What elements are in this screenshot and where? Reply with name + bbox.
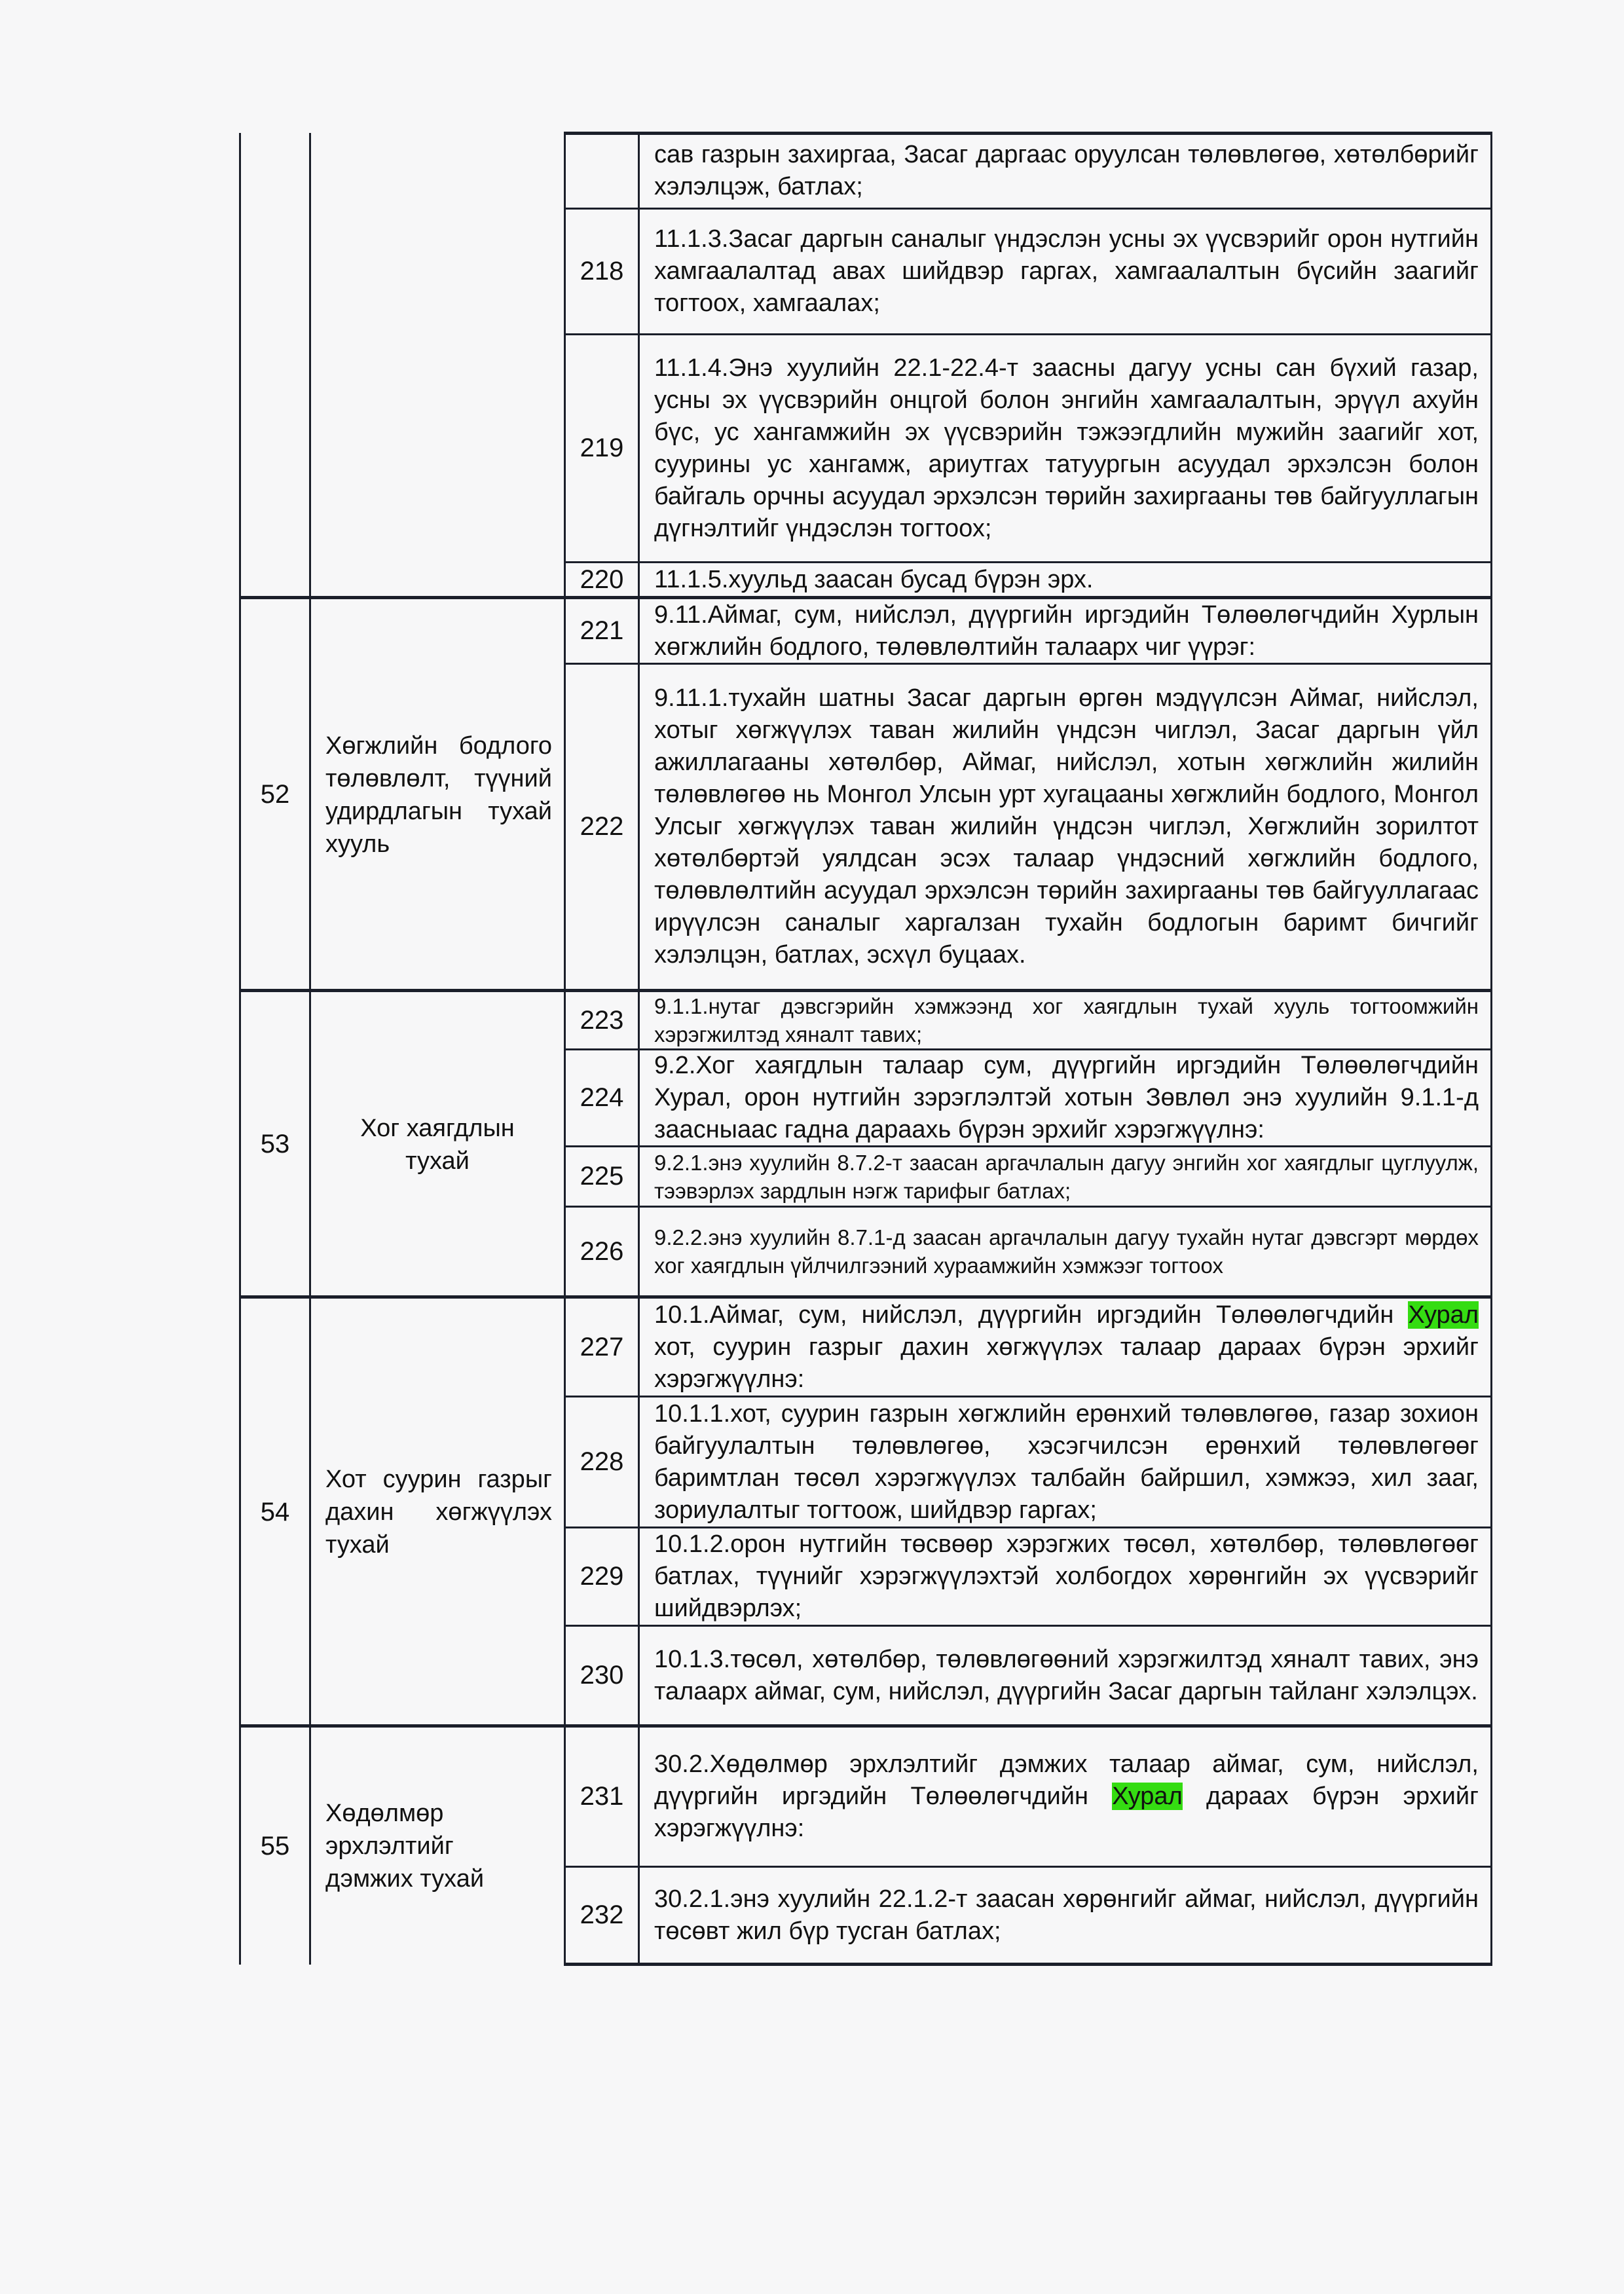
item-text-content: 11.1.4.Энэ хуулийн 22.1-22.4-т заасны дагуу усны сан бүхий газар, усны эх үүсвэрийн онцгой болон энгийн хамгаалалтын, эрүүл ахуйн бүс, ус хангамжийн эх үүсвэрийн тэжээгдлийн мужийн заагийг хот, суурины ус хангамж, ариутгах татуургын асуудал эрхэлсэн болон байгаль орчны асуудал эрхэлсэн төрийн захиргааны төв байгууллагын дүгнэлтийг үндэслэн тогтоох; xyxy=(654,354,1479,542)
item-number: 219 xyxy=(580,434,624,462)
item-text-content: 9.2.Хог хаягдлын талаар сум, дүүргийн иргэдийн Төлөөлөгчдийн Хурал, орон нутгийн зэрэглэлтэй хотын Зөвлөл энэ хуулийн 9.1.1-д заасныаас гадна дараахь бүрэн эрхийг хэрэгжүүлнэ: xyxy=(654,1052,1479,1143)
group-title-text: Хөгжлийн бодлого төлөвлөлт, түүний удирдлагын тухай хууль xyxy=(325,731,552,858)
item-text xyxy=(640,1868,1490,1963)
group-number-text: 55 xyxy=(260,1831,290,1860)
item-text-content: 9.2.2.энэ хуулийн 8.7.1-д заасан аргачлалын дагуу тухайн нутаг дэвсгэрт мөрдөх хог хаягдлын үйлчилгээний хураамжийн хэмжээг тогтоох xyxy=(654,1225,1479,1278)
item-text xyxy=(640,1147,1490,1206)
item-text xyxy=(640,599,1490,663)
item-text-content: 10.1.1.хот, суурин газрын хөгжлийн ерөнхий төлөвлөгөө, газар зохион байгуулалтын төлөвлөгөө, хэсэгчилсэн ерөнхий төлөвлөгөөг баримтлан төсөл хэрэгжүүлэх талбайн байршил, хэмжээ, хил зааг, зориулалтыг тогтоож, шийдвэр гаргах; xyxy=(654,1399,1479,1524)
item-text-content: 10.1.2.орон нутгийн төсвөөр хэрэгжих төсөл, хөтөлбөр, төлөвлөгөөг батлах, түүнийг хэрэгжүүлэхтэй холбогдох хөрөнгийн эх үүсвэрийг шийдвэрлэх; xyxy=(654,1530,1479,1622)
group-title-text: Хог хаягдлын тухай xyxy=(360,1114,515,1175)
item-number: 230 xyxy=(580,1661,624,1690)
item-text-content: 11.1.5.хуульд заасан бусад бүрэн эрх. xyxy=(654,565,1094,593)
highlighted-term: Хурал xyxy=(1408,1301,1479,1329)
group-number xyxy=(241,1299,309,1726)
item-text xyxy=(640,665,1490,989)
item-text-content: 10.1.Аймаг, сум, нийслэл, дүүргийн иргэдийн Төлөөлөгчдийн Хурал хот, суурин газрыг дахин хөгжүүлэх талаар дараах бүрэн эрхийг хэрэгжүүлнэ: xyxy=(654,1301,1479,1393)
item-text xyxy=(640,335,1490,561)
item-text xyxy=(640,1528,1490,1625)
item-number: 225 xyxy=(580,1162,624,1191)
item-number: 228 xyxy=(580,1447,624,1476)
item-number: 220 xyxy=(580,564,624,594)
item-number xyxy=(566,134,638,208)
item-text xyxy=(640,1627,1490,1724)
group-number xyxy=(241,992,309,1297)
item-text-content: 30.2.1.энэ хуулийн 22.1.2-т заасан хөрөнгийг аймаг, нийслэл, дүүргийн төсөвт жил бүр тусган батлах; xyxy=(654,1885,1479,1945)
group-title-text: Хот суурин газрыг дахин хөгжүүлэх тухай xyxy=(325,1466,552,1559)
item-number: 218 xyxy=(580,257,624,286)
item-number: 221 xyxy=(580,616,624,645)
item-text xyxy=(640,1208,1490,1295)
item-text xyxy=(640,210,1490,333)
group-title xyxy=(311,1728,564,1965)
item-number: 227 xyxy=(580,1332,624,1361)
item-number: 232 xyxy=(580,1900,624,1929)
group-title-text: Хөдөлмөр эрхлэлтийг дэмжих тухай xyxy=(325,1800,485,1893)
item-text-content: 9.11.1.тухайн шатны Засаг даргын өргөн мэдүүлсэн Аймаг, нийслэл, хотыг хөгжүүлэх таван жилийн үндсэн чиглэл, Засаг даргын үйл ажиллагааны хөтөлбөр, Аймаг, нийслэл, хотын хөгжлийн жилийн төлөвлөгөө нь Монгол Улсын урт хугацааны хөгжлийн бодлого, Монгол Улсыг хөгжүүлэх таван жилийн үндсэн чиглэл, Хөгжлийн зорилтот хөтөлбөртэй уялдсан эсэх талаар үндэсний хөгжлийн бодлого, төлөвлөлтийн асуудал эрхэлсэн төрийн захиргааны төв байгууллагаас ирүүлсэн саналыг харгалзан тухайн бодлогын баримт бичгийг хэлэлцэн, батлах, эсхүл буцаах. xyxy=(654,684,1479,969)
item-number: 231 xyxy=(580,1782,624,1811)
item-number: 224 xyxy=(580,1083,624,1112)
item-number: 223 xyxy=(580,1005,624,1035)
item-number: 229 xyxy=(580,1562,624,1591)
group-title xyxy=(311,992,564,1297)
group-number-text: 52 xyxy=(260,780,290,809)
item-text xyxy=(640,1397,1490,1526)
item-number: 226 xyxy=(580,1236,624,1266)
item-text xyxy=(640,1299,1490,1396)
item-text xyxy=(640,563,1490,596)
item-text-content: 9.1.1.нутаг дэвсгэрийн хэмжээнд хог хаягдлын тухай хууль тогтоомжийн хэрэгжилтэд хяналт тавих; xyxy=(654,994,1479,1046)
item-text-content: 10.1.3.төсөл, хөтөлбөр, төлөвлөгөөний хэрэгжилтэд хяналт тавих, энэ талаарх аймаг, сум, нийслэл, дүүргийн Засаг даргын тайланг хэлэлцэх. xyxy=(654,1645,1479,1705)
item-text xyxy=(640,992,1490,1048)
row-line xyxy=(564,1963,1492,1966)
item-text xyxy=(640,1728,1490,1866)
item-text-content: 30.2.Хөдөлмөр эрхлэлтийг дэмжих талаар аймаг, сум, нийслэл, дүүргийн иргэдийн Төлөөлөгчдийн Хурал дараах бүрэн эрхийг хэрэгжүүлнэ: xyxy=(654,1750,1479,1842)
item-text-content: 9.11.Аймаг, сум, нийслэл, дүүргийн иргэдийн Төлөөлөгчдийн Хурлын хөгжлийн бодлого, төлөвлөлтийн талаарх чиг үүрэг: xyxy=(654,601,1479,661)
group-title xyxy=(311,1299,564,1726)
item-text-content: 11.1.3.Засаг даргын саналыг үндэслэн усны эх үүсвэрийг орон нутгийн хамгаалалтад авах шийдвэр гаргах, хамгаалалтын бүсийн заагийг тогтоох, хамгаалах; xyxy=(654,225,1479,317)
group-number-text: 54 xyxy=(260,1497,290,1526)
item-text xyxy=(640,134,1490,208)
group-title xyxy=(311,599,564,990)
group-number-text: 53 xyxy=(260,1130,290,1158)
item-text xyxy=(640,1050,1490,1145)
group-number xyxy=(241,1728,309,1965)
group-number xyxy=(241,599,309,990)
item-number: 222 xyxy=(580,812,624,841)
item-text-content: 9.2.1.энэ хуулийн 8.7.2-т заасан аргачлалын дагуу энгийн хог хаягдлыг цуглуулж, тээвэрлэх зардлын нэгж тарифыг батлах; xyxy=(654,1150,1479,1203)
item-text-content: сав газрын захиргаа, Засаг даргаас оруулсан төлөвлөгөө, хөтөлбөрийг хэлэлцэж, батлах; xyxy=(654,140,1479,200)
highlighted-term: Хурал xyxy=(1112,1783,1183,1810)
